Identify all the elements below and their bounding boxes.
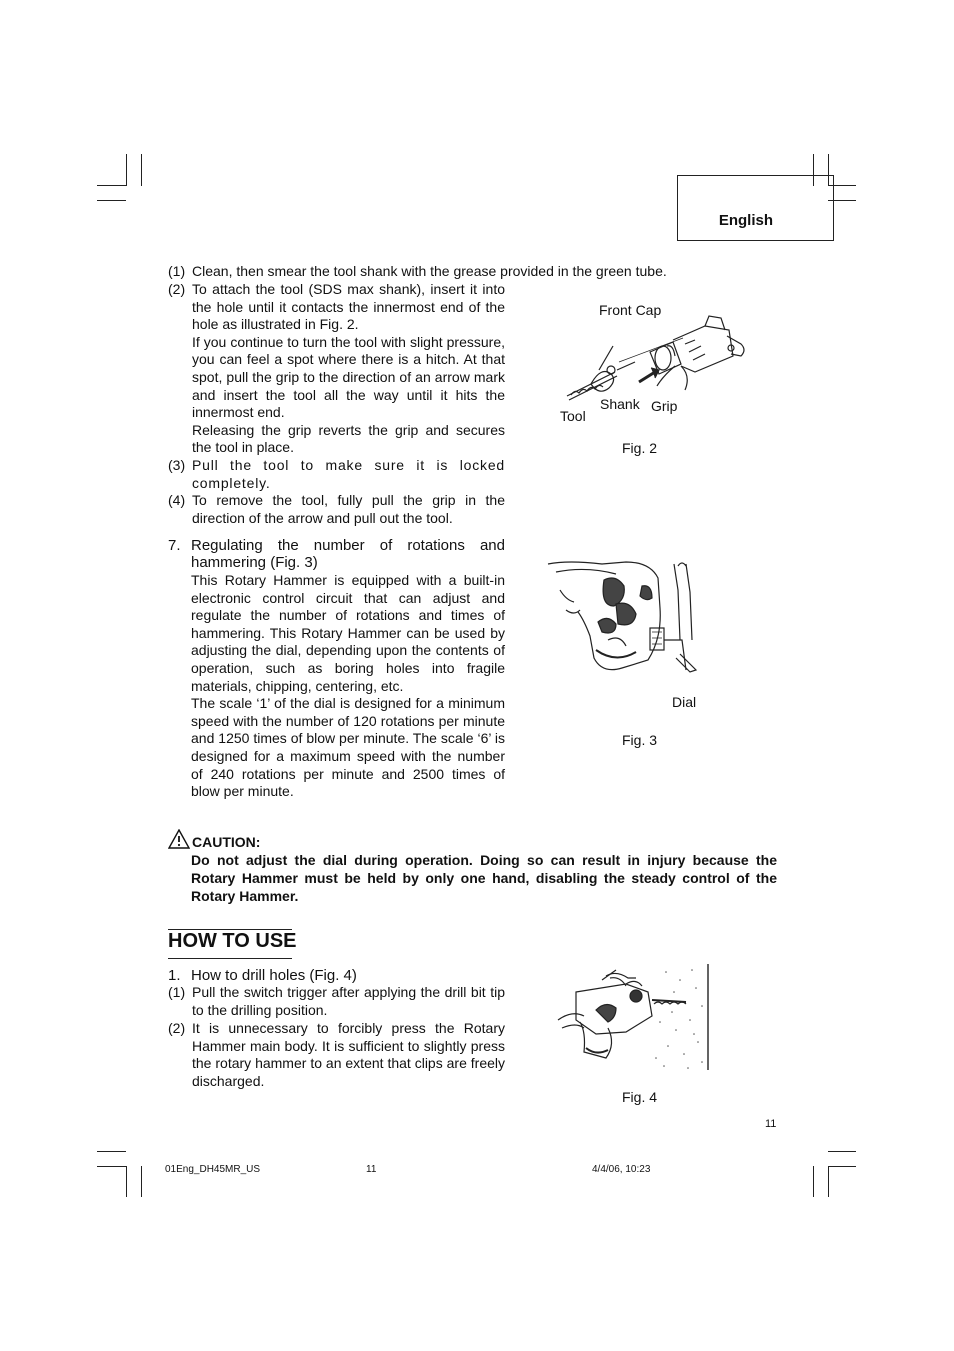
- caution-body: Do not adjust the dial during operation. Doing so can result in injury because the Rotary Hammer must be held by only one hand, disabling the steady control of the Rotary Hammer.: [191, 852, 777, 904]
- subsection-number: 1.: [168, 967, 181, 984]
- step-number: (1): [168, 263, 186, 279]
- step-number: (4): [168, 492, 186, 508]
- step-text-continued: If you continue to turn the tool with slight pressure, you can feel a spot where there is a hitch. At that spot, pull the grip to the direction of an arrow mark and insert the tool all the way until it hits the innermost end.: [192, 333, 505, 421]
- crop-mark: [813, 1166, 814, 1197]
- step-text: To remove the tool, fully pull the grip in the direction of the arrow and pull out the tool.: [192, 492, 505, 526]
- step-text: Pull the tool to make sure it is locked completely.: [192, 457, 505, 491]
- language-label: English: [718, 212, 773, 229]
- step-text: Clean, then smear the tool shank with the grease provided in the green tube.: [192, 263, 667, 279]
- step-text: To attach the tool (SDS max shank), insert it into the hole until it contacts the innermost end of the hole as illustrated in Fig. 2.: [192, 281, 505, 333]
- crop-mark: [126, 1166, 127, 1197]
- step-text: Pull the switch trigger after applying the drill bit tip to the drilling position.: [192, 984, 505, 1018]
- subsection-title: How to drill holes (Fig. 4): [191, 967, 357, 984]
- section-rule-bottom: [168, 958, 292, 959]
- fig2-caption: Fig. 2: [622, 440, 658, 456]
- fig2-label-front-cap: Front Cap: [599, 302, 662, 318]
- crop-mark: [97, 200, 126, 201]
- step-number: (2): [168, 281, 186, 297]
- crop-mark: [97, 185, 126, 186]
- step-number: (2): [168, 1020, 186, 1036]
- warning-triangle-icon: [168, 829, 190, 854]
- fig3-caption: Fig. 3: [622, 732, 658, 748]
- fig2-label-grip: Grip: [651, 398, 678, 414]
- footer-page: 11: [366, 1164, 377, 1175]
- fig4-illustration: [556, 962, 716, 1074]
- crop-mark: [141, 154, 142, 186]
- fig3-illustration: [546, 560, 706, 690]
- step-number: (3): [168, 457, 186, 473]
- regulating-paragraph-2: The scale ‘1’ of the dial is designed for a minimum speed with the number of 120 rotations per minute and 1250 times of blow per minute. The scale ‘6’ is designed for a maximum speed with the number of 240 rotations per minute and 2500 times of blow per minute.: [191, 695, 505, 800]
- crop-mark: [126, 154, 127, 186]
- crop-mark: [141, 1166, 142, 1197]
- crop-mark: [828, 1166, 829, 1197]
- fig2-label-tool: Tool: [560, 408, 586, 424]
- section-heading: Regulating the number of rotations and hammering (Fig. 3): [191, 537, 505, 571]
- regulating-paragraph-1: This Rotary Hammer is equipped with a built-in electronic control circuit that can adjust and regulate the number of rotations and times of hammering. This Rotary Hammer can be used by adjusting the dial, depending upon the contents of operation, such as boring holes into fragile materials, chipping, centering, etc.: [191, 572, 505, 694]
- footer-file-name: 01Eng_DH45MR_US: [165, 1164, 261, 1175]
- footer-date: 4/4/06, 10:23: [592, 1164, 651, 1175]
- crop-mark: [828, 1151, 856, 1152]
- step-text: It is unnecessary to forcibly press the Rotary Hammer main body. It is sufficient to slightly press the rotary hammer to an extent that clips are freely discharged.: [192, 1020, 505, 1089]
- step-text-continued: Releasing the grip reverts the grip and secures the tool in place.: [192, 421, 505, 456]
- section-number: 7.: [168, 537, 181, 554]
- crop-mark: [97, 1166, 126, 1167]
- fig4-caption: Fig. 4: [622, 1089, 658, 1105]
- section-title-how-to-use: HOW TO USE: [168, 930, 297, 952]
- crop-mark: [97, 1151, 126, 1152]
- rotary-hammer-drilling-drawing: [556, 962, 716, 1074]
- fig3-label-dial: Dial: [672, 694, 697, 710]
- page-number: 11: [765, 1118, 777, 1130]
- crop-mark: [828, 1166, 856, 1167]
- rotary-hammer-dial-drawing: [546, 560, 706, 690]
- caution-title: CAUTION:: [192, 834, 261, 850]
- language-tab: [677, 175, 834, 241]
- fig2-label-shank: Shank: [600, 396, 640, 412]
- step-number: (1): [168, 984, 186, 1000]
